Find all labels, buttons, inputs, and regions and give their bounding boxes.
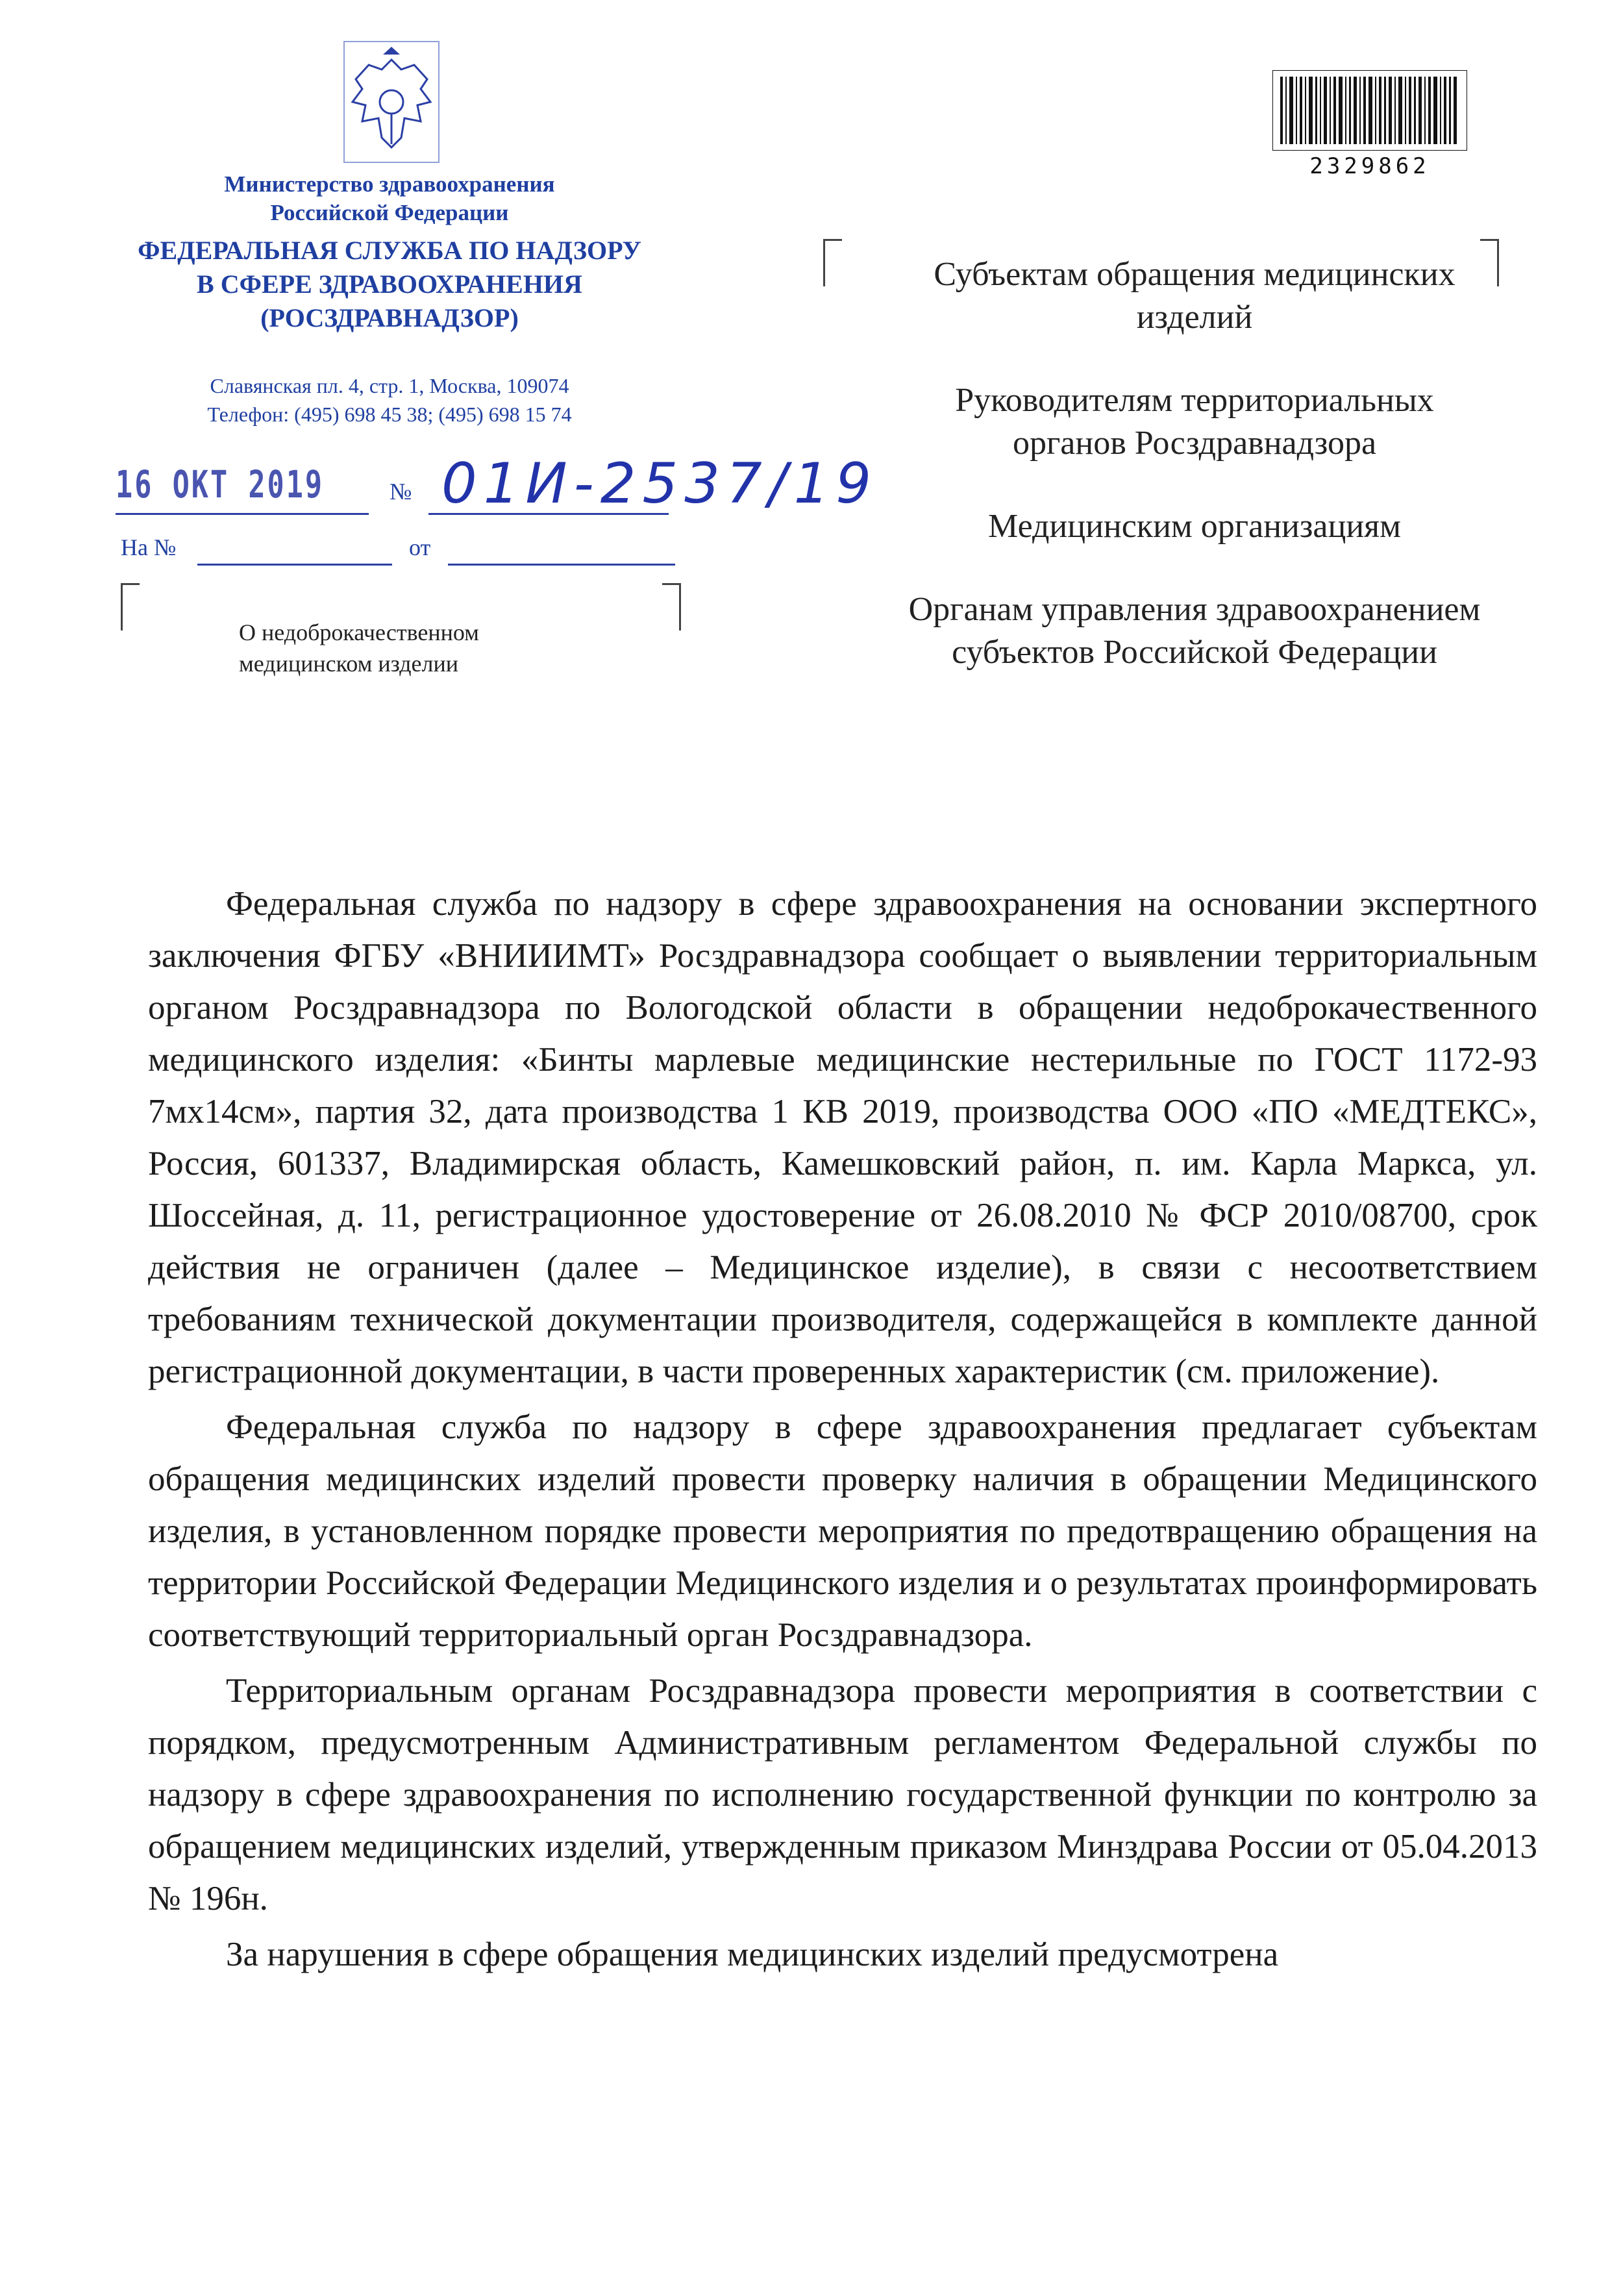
letter-body (148, 878, 1537, 1984)
reply-to-label: На № (121, 534, 177, 560)
addressee-item: Медицинским организациям (988, 508, 1401, 545)
reply-from-label: от (409, 534, 431, 560)
reply-from-line (448, 564, 675, 566)
body-paragraph: Федеральная служба по надзору в сфере здравоохранения на основании экспертного заключения ФГБУ «ВНИИИМТ» Росздравнадзора сообщает о выявлении территориальным органом Росздравнадзора по Вологодской области в обращении недоброкачественного медицинского изделия: «Бинты марлевые медицинские нестерильные по ГОСТ 1172-93 7мх14см», партия 32, дата производства 1 КВ 2019, производства ООО «ПО «МЕДТЕКС», Россия, 601337, Владимирская область, Камешковский район, п. им. Карла Маркса, ул. Шоссейная, д. 11, регистрационное удостоверение от 26.08.2010 № ФСР 2010/08700, срок действия не ограничен (далее – Медицинское изделие), в связи с несоответствием требованиям технической документации производителя, содержащейся в комплекте данной регистрационной документации, в части проверенных характеристик (см. приложение). (148, 885, 1537, 1390)
subject-line-1: О недоброкачественном (239, 619, 479, 645)
ministry-name (104, 170, 675, 227)
address-corner-left (823, 239, 842, 286)
subject-line-2: медицинском изделии (239, 651, 459, 677)
addressee-item: Органам управления здравоохранением субъектов Российской Федерации (908, 591, 1481, 671)
service-name (104, 234, 675, 335)
addressee-item: Субъектам обращения медицинских изделий (934, 256, 1455, 336)
address-line: Славянская пл. 4, стр. 1, Москва, 109074 (210, 374, 569, 397)
body-paragraph: Территориальным органам Росздравнадзора провести мероприятия в соответствии с порядком, предусмотренным Административным регламентом Федеральной службы по надзору в сфере здравоохранения по исполнению государственной функции по контролю за обращением медицинских изделий, утвержденным приказом Минздрава России от 05.04.2013 № 196н. (148, 1672, 1537, 1917)
number-underline (428, 513, 669, 515)
body-paragraph: Федеральная служба по надзору в сфере здравоохранения предлагает субъектам обращения медицинских изделий провести проверку наличия в обращении Медицинского изделия, в установленном порядке провести мероприятия по предотвращению обращения на территории Российской Федерации Медицинского изделия и о результатах проинформировать соответствующий территориальный орган Росздравнадзора. (148, 1408, 1537, 1654)
date-underline (116, 513, 369, 515)
barcode-number: 2329862 (1309, 153, 1430, 179)
number-label: № (390, 479, 412, 505)
body-paragraph: За нарушения в сфере обращения медицинских изделий предусмотрена (226, 1936, 1279, 1973)
addressee-item: Руководителям территориальных органов Росздравнадзора (955, 382, 1434, 462)
letter-subject (239, 617, 479, 679)
addressee-block (902, 253, 1487, 714)
ministry-line-1: Министерство здравоохранения (224, 171, 555, 197)
reply-to-line (197, 564, 392, 566)
service-line-1: ФЕДЕРАЛЬНАЯ СЛУЖБА ПО НАДЗОРУ (138, 236, 641, 265)
service-line-3: (РОСЗДРАВНАДЗОР) (260, 303, 519, 332)
date-stamp: 16 ОКТ 2019 (116, 462, 325, 506)
org-address (104, 371, 675, 429)
registration-number: 01И-2537/19 (441, 451, 878, 516)
subject-corner-right (662, 583, 681, 630)
coat-of-arms-icon (343, 40, 440, 164)
ministry-line-2: Российской Федерации (270, 200, 509, 225)
barcode-icon (1272, 70, 1467, 151)
service-line-2: В СФЕРЕ ЗДРАВООХРАНЕНИЯ (197, 269, 582, 299)
subject-corner-left (121, 583, 140, 630)
phone-line: Телефон: (495) 698 45 38; (495) 698 15 74 (207, 403, 572, 426)
